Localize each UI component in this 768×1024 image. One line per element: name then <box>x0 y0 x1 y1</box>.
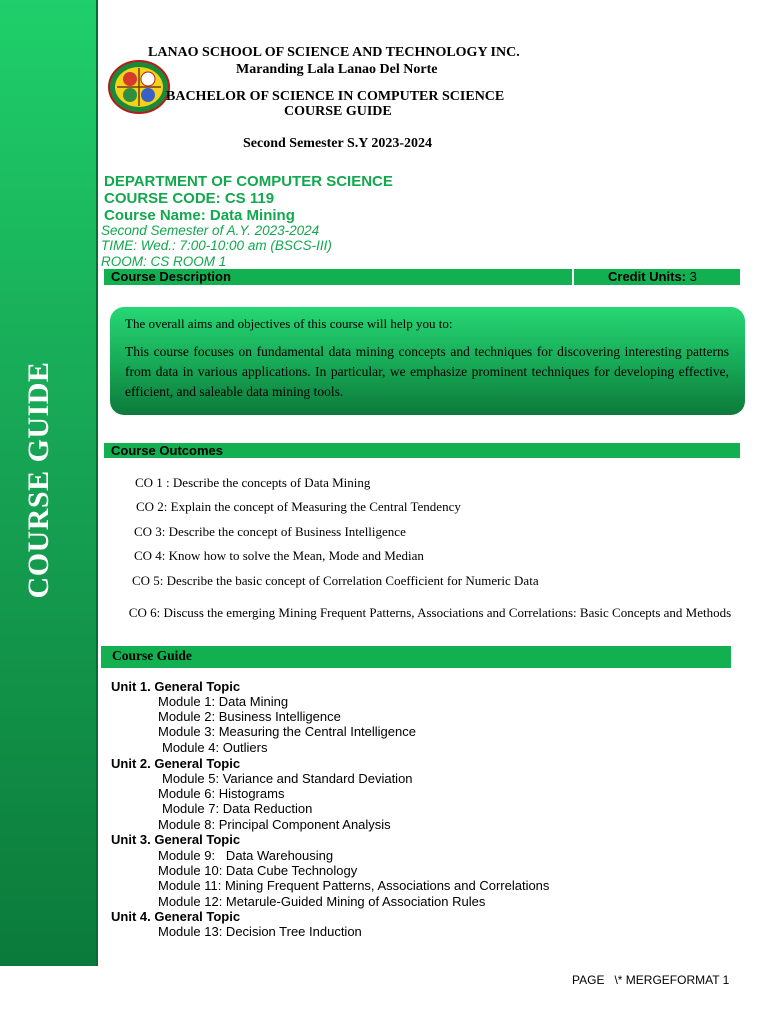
credit-units-value: 3 <box>689 269 697 284</box>
sidebar <box>0 0 98 966</box>
school-year: Second Semester S.Y 2023-2024 <box>243 136 432 151</box>
unit-heading: Unit 2. General Topic <box>111 756 241 771</box>
document-title: COURSE GUIDE <box>284 104 392 119</box>
module-item: Module 3: Measuring the Central Intelligence <box>158 724 416 739</box>
school-logo <box>108 60 170 114</box>
unit-heading: Unit 4. General Topic <box>111 909 241 924</box>
module-item: Module 5: Variance and Standard Deviation <box>162 771 413 786</box>
school-name: LANAO SCHOOL OF SCIENCE AND TECHNOLOGY INC. <box>148 45 520 60</box>
course-guide-heading: Course Guide <box>112 648 192 663</box>
outcome-item: CO 3: Describe the concept of Business Intelligence <box>134 524 406 539</box>
course-description-label: Course Description <box>111 269 231 284</box>
module-item: Module 9: Data Warehousing <box>158 848 334 863</box>
description-body: This course focuses on fundamental data mining concepts and techniques for discovering interesting patterns from data in various applications. In particular, we emphasize prominent techniques for developing effective, efficient, and saleable data mining tools. <box>125 344 729 399</box>
course-outcomes-bar <box>104 443 740 458</box>
module-item: Module 12: Metarule-Guided Mining of Association Rules <box>158 894 486 909</box>
course-code: COURSE CODE: CS 119 <box>104 190 275 207</box>
outcome-item: CO 5: Describe the basic concept of Correlation Coefficient for Numeric Data <box>132 573 539 588</box>
sidebar-title: COURSE GUIDE <box>22 361 55 599</box>
department-heading: DEPARTMENT OF COMPUTER SCIENCE <box>104 173 393 190</box>
module-item: Module 13: Decision Tree Induction <box>158 924 362 939</box>
page-footer: PAGE \* MERGEFORMAT 1 <box>572 973 730 987</box>
outcome-item: CO 1 : Describe the concepts of Data Mining <box>135 475 371 490</box>
credit-units-label: Credit Units: <box>608 269 686 284</box>
outcome-item: CO 6: Discuss the emerging Mining Frequent Patterns, Associations and Correlations: Basic Concepts and Methods <box>128 605 732 620</box>
course-room: ROOM: CS ROOM 1 <box>101 254 227 269</box>
module-item: Module 8: Principal Component Analysis <box>158 817 391 832</box>
module-item: Module 4: Outliers <box>162 740 268 755</box>
program-name: BACHELOR OF SCIENCE IN COMPUTER SCIENCE <box>166 89 505 104</box>
module-item: Module 1: Data Mining <box>158 694 289 709</box>
unit-heading: Unit 3. General Topic <box>111 832 241 847</box>
module-item: Module 6: Histograms <box>158 786 285 801</box>
description-intro: The overall aims and objectives of this course will help you to: <box>125 316 453 331</box>
course-guide-bar <box>101 646 731 668</box>
course-outcomes-heading: Course Outcomes <box>111 443 223 458</box>
outcome-item: CO 2: Explain the concept of Measuring the Central Tendency <box>136 499 461 514</box>
school-address: Maranding Lala Lanao Del Norte <box>236 62 438 77</box>
module-item: Module 7: Data Reduction <box>162 801 313 816</box>
unit-heading: Unit 1. General Topic <box>111 679 241 694</box>
course-name: Course Name: Data Mining <box>104 207 295 224</box>
course-time: TIME: Wed.: 7:00-10:00 am (BSCS-III) <box>101 238 332 253</box>
module-item: Module 2: Business Intelligence <box>158 709 341 724</box>
outcome-item: CO 4: Know how to solve the Mean, Mode and Median <box>134 548 424 563</box>
course-semester: Second Semester of A.Y. 2023-2024 <box>101 223 320 238</box>
module-item: Module 10: Data Cube Technology <box>158 863 358 878</box>
course-description-bar <box>104 269 740 285</box>
module-item: Module 11: Mining Frequent Patterns, Associations and Correlations <box>158 878 550 893</box>
